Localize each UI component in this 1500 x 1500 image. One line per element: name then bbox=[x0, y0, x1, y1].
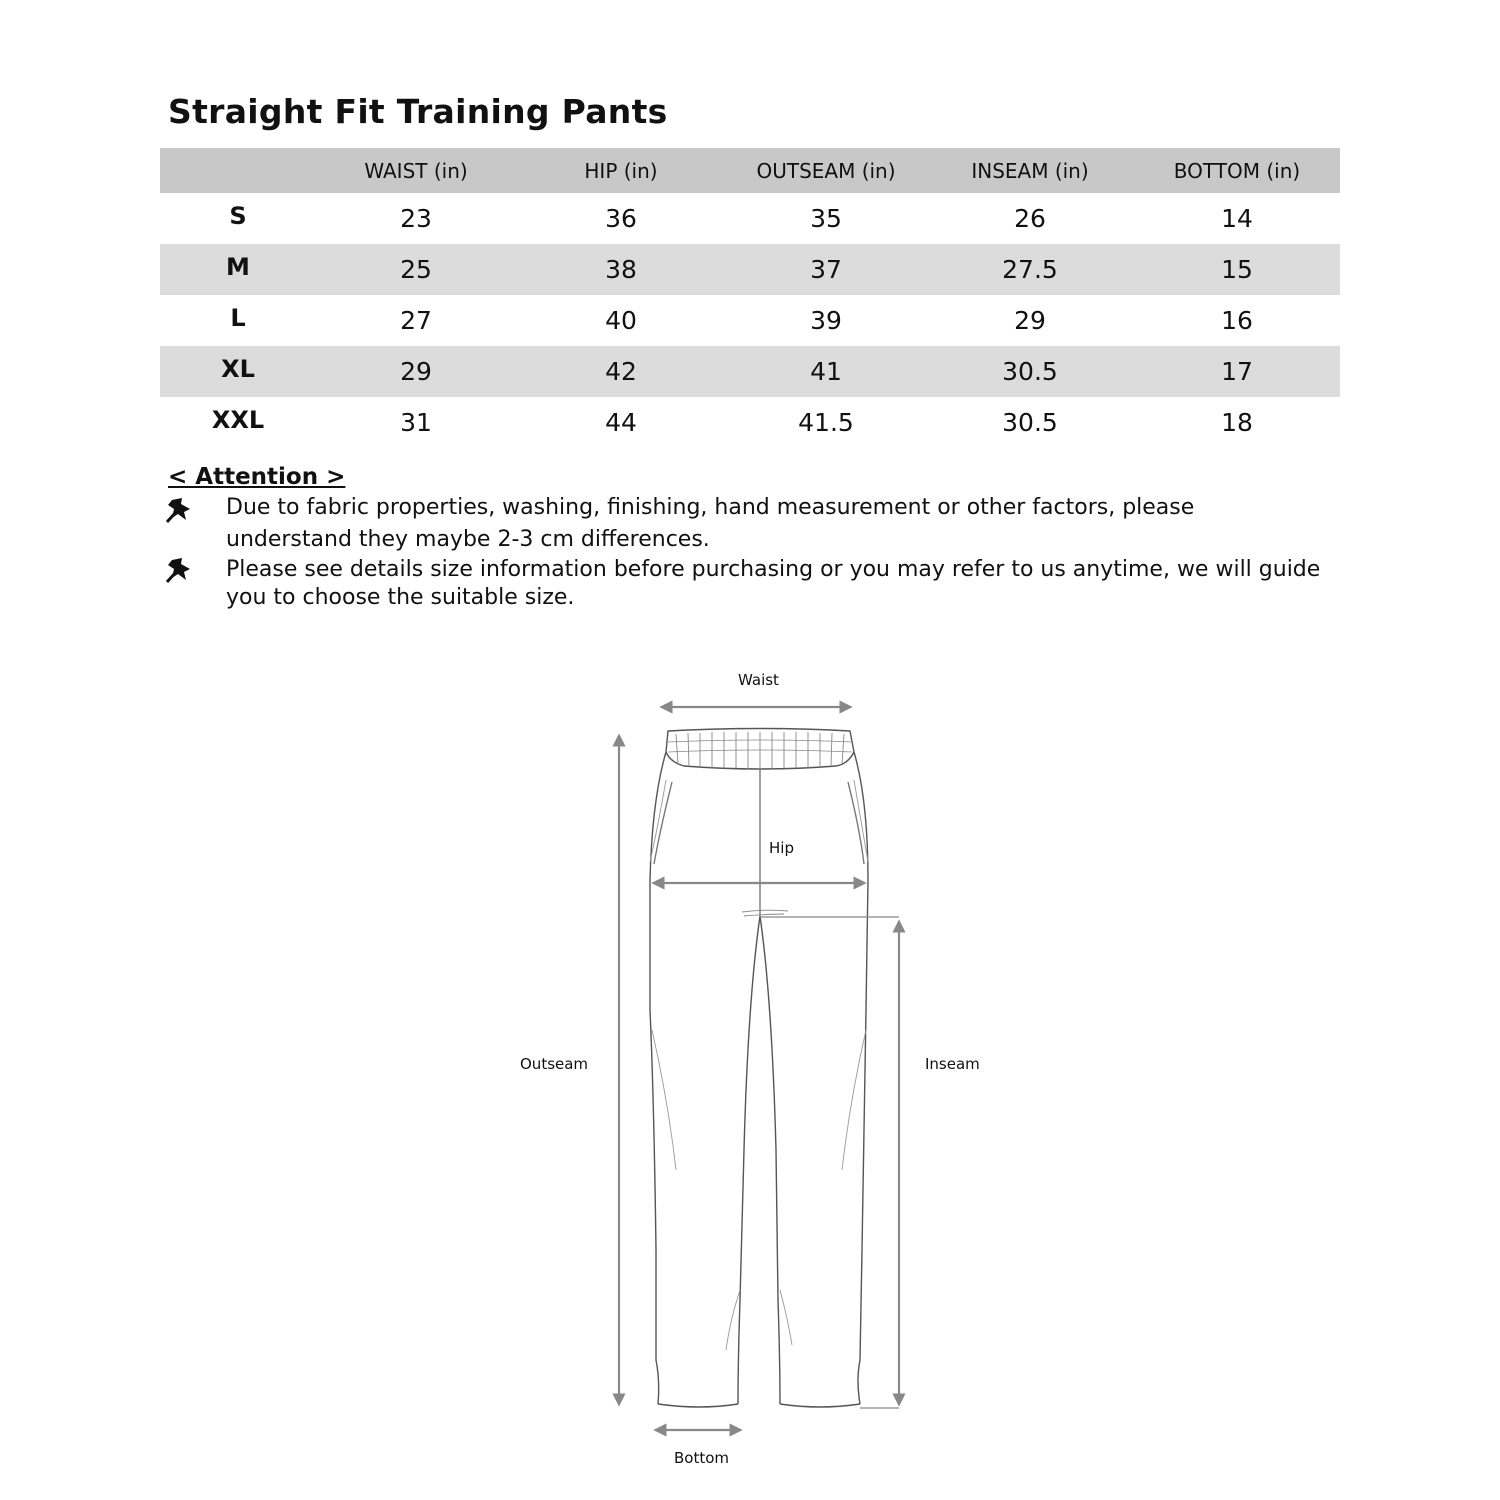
header-inseam: INSEAM (in) bbox=[926, 148, 1134, 193]
hip-value: 40 bbox=[605, 306, 637, 335]
inseam-value: 30.5 bbox=[1002, 408, 1058, 437]
bottom-value: 18 bbox=[1221, 408, 1253, 437]
size-label: L bbox=[230, 303, 246, 332]
attention-heading: < Attention > bbox=[168, 464, 346, 490]
hip-value: 36 bbox=[605, 204, 637, 233]
header-bottom: BOTTOM (in) bbox=[1134, 148, 1340, 193]
hip-value: 38 bbox=[516, 244, 726, 295]
waist-value: 25 bbox=[316, 244, 516, 295]
chart-title: Straight Fit Training Pants bbox=[168, 92, 668, 131]
size-label: XXL bbox=[211, 405, 265, 434]
outseam-value: 39 bbox=[810, 306, 842, 335]
outseam-value: 35 bbox=[810, 204, 842, 233]
header-outseam: OUTSEAM (in) bbox=[726, 148, 926, 193]
bottom-value: 14 bbox=[1221, 204, 1253, 233]
inseam-value: 30.5 bbox=[926, 346, 1134, 397]
waist-value: 27 bbox=[400, 306, 432, 335]
inseam-label: Inseam bbox=[925, 1055, 980, 1073]
pants-outline bbox=[650, 729, 868, 1408]
hip-label: Hip bbox=[769, 839, 794, 857]
size-label: XL bbox=[160, 346, 316, 397]
attention-note: Please see details size information before purchasing or you may refer to us anytime, we will guide you to choose the suitable size. bbox=[226, 557, 1321, 610]
outseam-value: 37 bbox=[726, 244, 926, 295]
inseam-value: 29 bbox=[1014, 306, 1046, 335]
outseam-label: Outseam bbox=[520, 1055, 589, 1073]
inseam-value: 26 bbox=[1014, 204, 1046, 233]
attention-note: Due to fabric properties, washing, finishing, hand measurement or other factors, please understand they maybe 2-3 cm differences. bbox=[226, 495, 1195, 552]
waist-value: 31 bbox=[400, 408, 432, 437]
hip-value: 44 bbox=[605, 408, 637, 437]
hip-value: 42 bbox=[516, 346, 726, 397]
inseam-value: 27.5 bbox=[926, 244, 1134, 295]
waist-value: 29 bbox=[316, 346, 516, 397]
bottom-value: 15 bbox=[1134, 244, 1340, 295]
bottom-label: Bottom bbox=[674, 1449, 730, 1467]
bottom-value: 16 bbox=[1221, 306, 1253, 335]
header-waist: WAIST (in) bbox=[316, 148, 516, 193]
measurement-arrows bbox=[619, 707, 899, 1430]
size-label: S bbox=[229, 201, 247, 230]
outseam-value: 41 bbox=[726, 346, 926, 397]
waist-value: 23 bbox=[400, 204, 432, 233]
bottom-value: 17 bbox=[1134, 346, 1340, 397]
header-hip: HIP (in) bbox=[516, 148, 726, 193]
size-label: M bbox=[160, 244, 316, 295]
outseam-value: 41.5 bbox=[798, 408, 854, 437]
waist-label: Waist bbox=[738, 671, 779, 689]
